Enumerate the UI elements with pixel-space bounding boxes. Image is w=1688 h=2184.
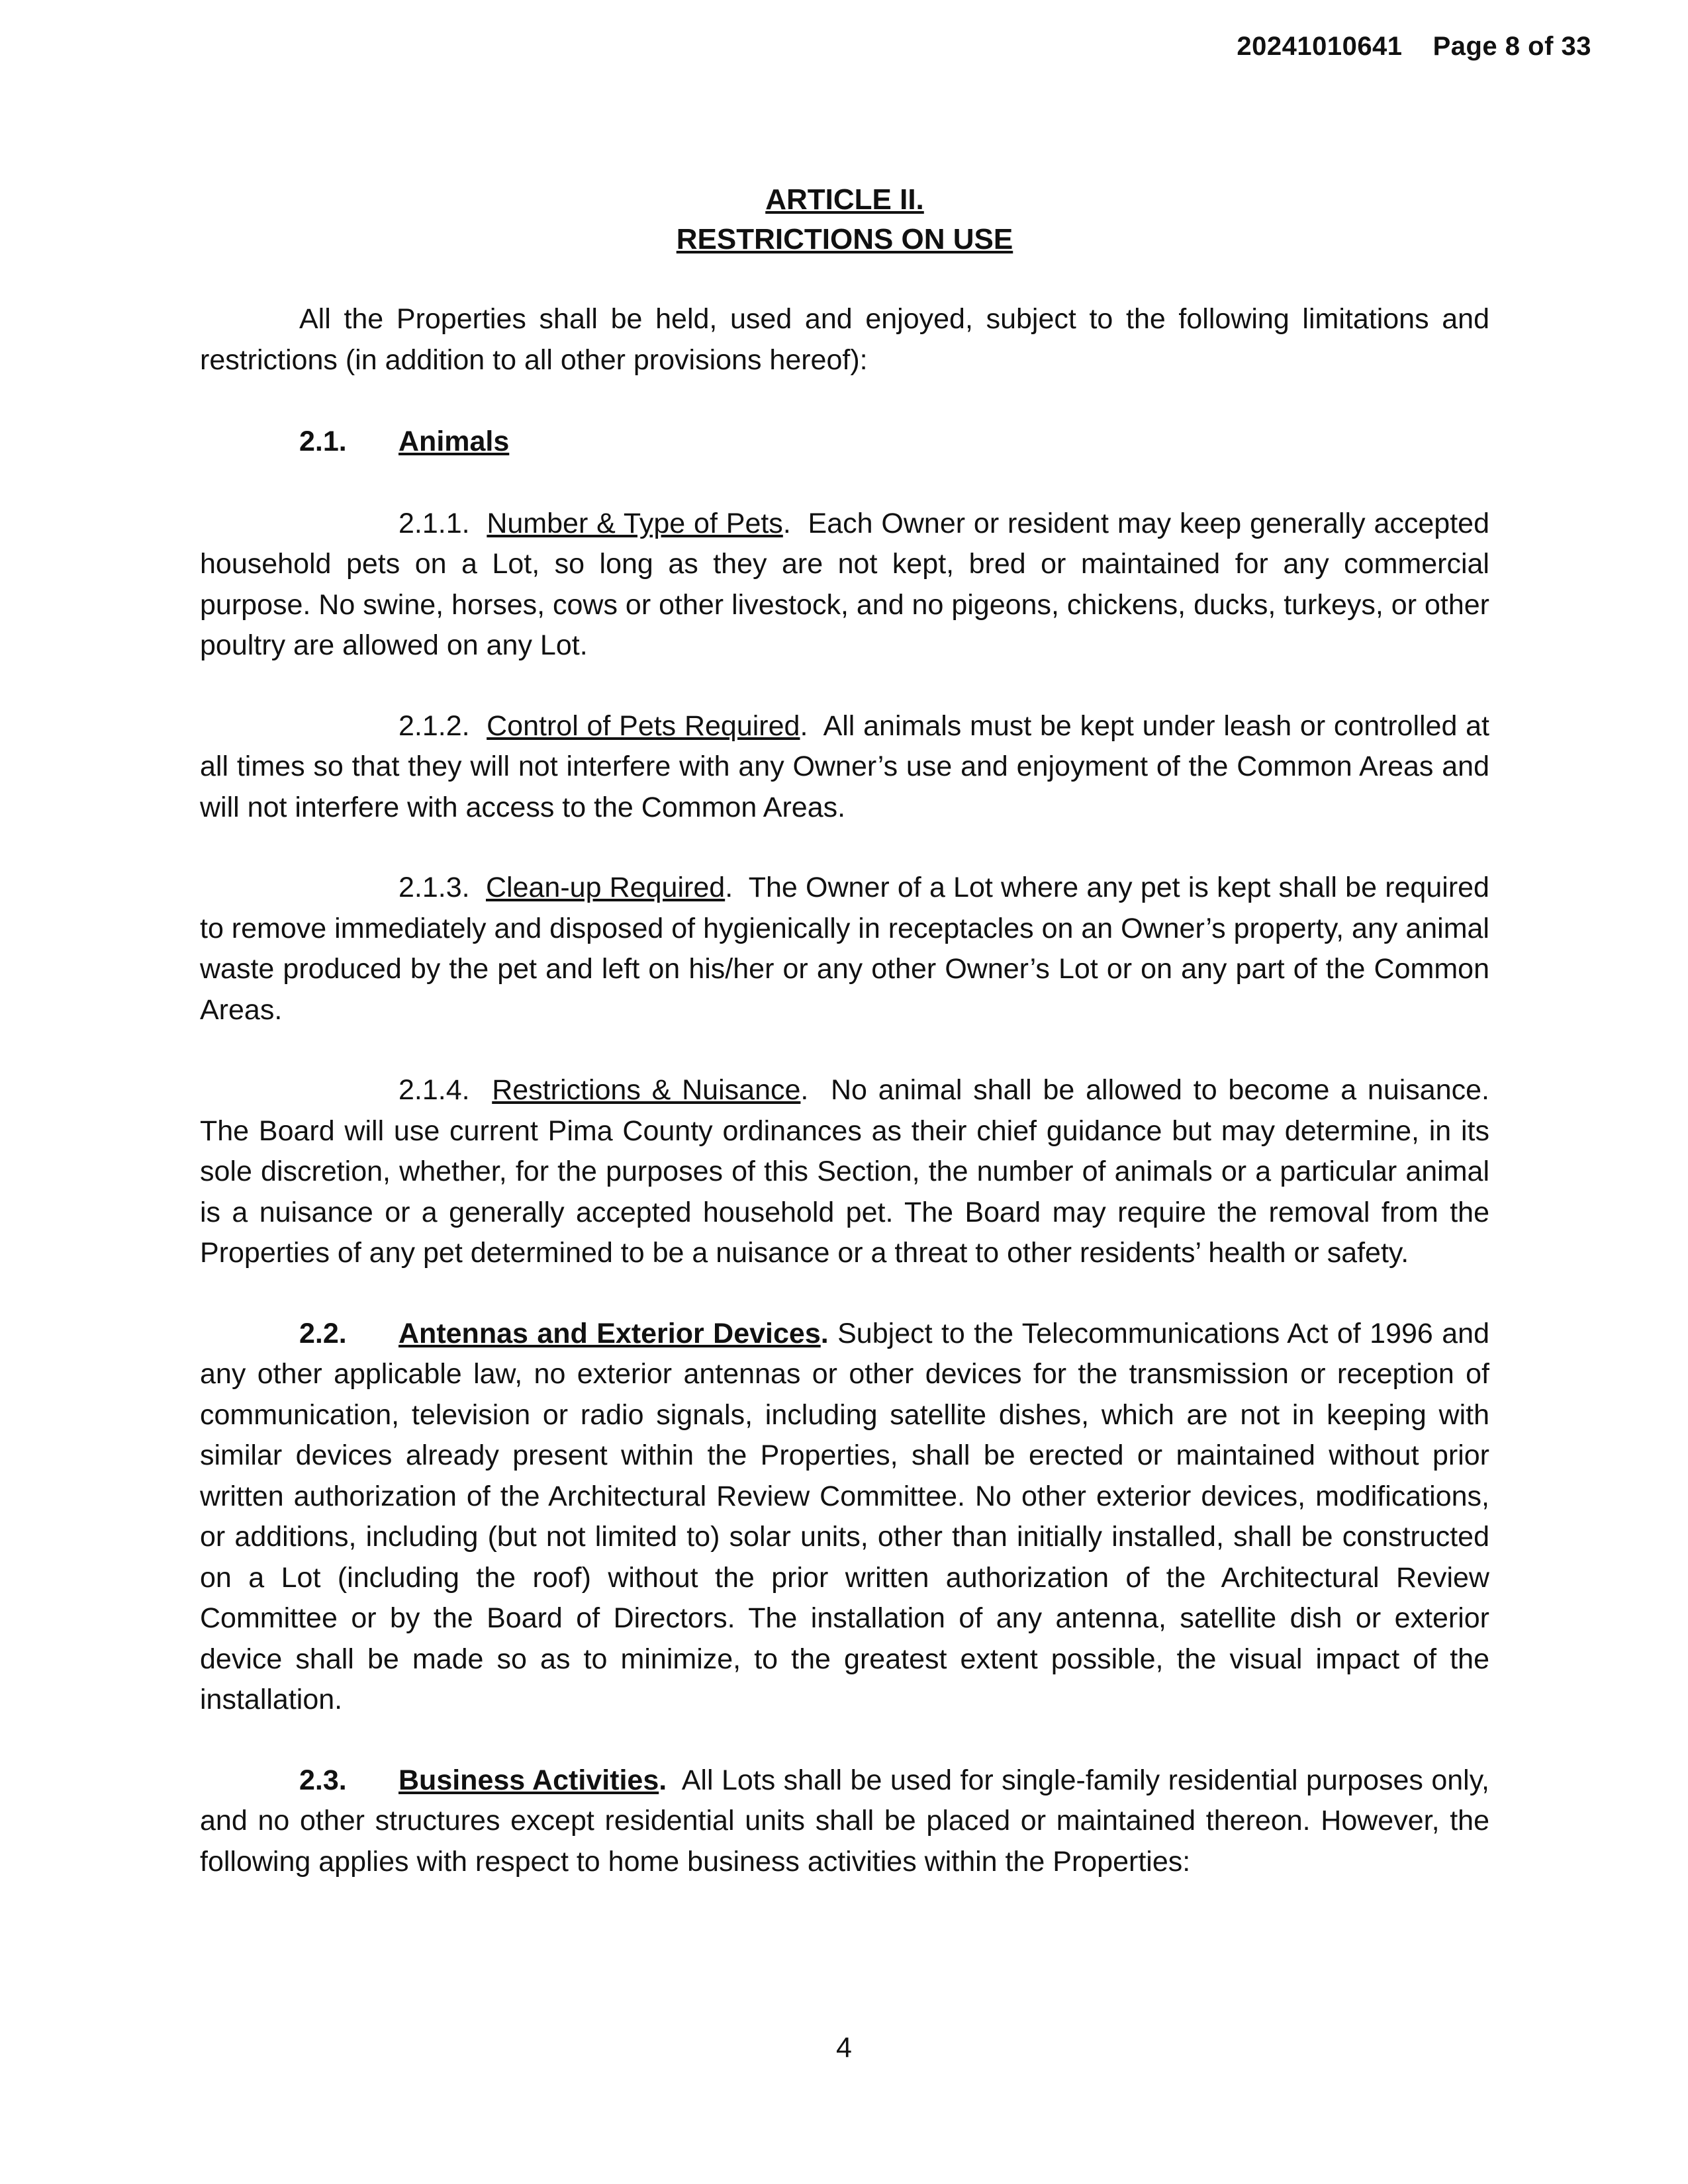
subsection-text: No animal shall be allowed to become a nuisance. The Board will use current Pima County ordinances as their chief guidance but may determine, in its sole discretion, whether, for the purposes of this Section, the number of animals or a particular animal is a nuisance or a generally accepted household pet. The Board may require the removal from the Properties of any pet determined to be a nuisance or a threat to other residents’ health or safety. — [200, 1074, 1489, 1269]
article-intro: All the Properties shall be held, used and enjoyed, subject to the following limitations and restrictions (in addition to all other provisions hereof): — [200, 303, 1489, 376]
subsection-2-1-3: 2.1.3. Clean-up Required. The Owner of a Lot where any pet is kept shall be required to remove immediately and disposed of hygienically in receptacles on an Owner’s property, any animal waste produced by the pet and left on his/her or any other Owner’s Lot or on any part of the Common Areas. — [200, 872, 1489, 1026]
subsection-number: 2.1.2. — [399, 709, 470, 742]
section-text: All Lots shall be used for single-family residential purposes only, and no other structures except residential units shall be placed or maintained thereon. However, the following applies with respect to home business activities within the Properties: — [200, 1764, 1489, 1878]
subsection-2-1-2: 2.1.2. Control of Pets Required. All animals must be kept under leash or controlled at all times so that they will not interfere with any Owner’s use and enjoyment of the Common Areas and will not interfere with access to the Common Areas. — [200, 709, 1490, 823]
page-number: 4 — [836, 2032, 852, 2064]
section-number: 2.2. — [299, 1317, 347, 1349]
subsection-number: 2.1.4. — [399, 1074, 470, 1106]
section-2-3: 2.3. Business Activities. All Lots shall be used for single-family residential purposes only, and no other structures except residential units shall be placed or maintained thereon. However, the following applies with respect to home business activities within the Properties: — [200, 1760, 1489, 1883]
article-title: RESTRICTIONS ON USE — [676, 223, 1013, 255]
section-number: 2.3. — [299, 1764, 347, 1796]
section-text: Subject to the Telecommunications Act of 1996 and any other applicable law, no exterior antennas or other devices for the transmission or reception of communication, television or radio signals, including satellite dishes, which are not in keeping with similar devices already present within the Properties, shall be erected or maintained without prior written authorization of the Architectural Review Committee. No other exterior devices, modifications, or additions, including (but not limited to) solar units, other than initially installed, shall be constructed on a Lot (including the roof) without the prior written authorization of the Architectural Review Committee or by the Board of Directors. The installation of any antenna, satellite dish or exterior device shall be made so as to minimize, to the greatest extent possible, the visual impact of the installation. — [200, 1317, 1489, 1715]
recording-stamp — [1237, 32, 1591, 62]
subsection-number: 2.1.3. — [399, 872, 470, 903]
section-2-2: 2.2. Antennas and Exterior Devices. Subject to the Telecommunications Act of 1996 and any other applicable law, no exterior antennas or other devices for the transmission or reception of communication, television or radio signals, including satellite dishes, which are not in keeping with similar devices already present within the Properties, shall be erected or maintained without prior written authorization of the Architectural Review Committee. No other exterior devices, modifications, or additions, including (but not limited to) solar units, other than initially installed, shall be constructed on a Lot (including the roof) without the prior written authorization of the Architectural Review Committee or by the Board of Directors. The installation of any antenna, satellite dish or exterior device shall be made so as to minimize, to the greatest extent possible, the visual impact of the installation. — [200, 1314, 1489, 1721]
section-title: Business Activities — [399, 1764, 659, 1796]
subsection-text: The Owner of a Lot where any pet is kept shall be required to remove immediately and disposed of hygienically in receptacles on an Owner’s property, any animal waste produced by the pet and left on his/her or any other Owner’s Lot or on any part of the Common Areas. — [200, 872, 1489, 1026]
subsection-title: Clean-up Required — [485, 872, 726, 903]
subsection-2-1-4: 2.1.4. Restrictions & Nuisance. No animal shall be allowed to become a nuisance. The Board will use current Pima County ordinances as their chief guidance but may determine, in its sole discretion, whether, for the purposes of this Section, the number of animals or a particular animal is a nuisance or a generally accepted household pet. The Board may require the removal from the Properties of any pet determined to be a nuisance or a threat to other residents’ health or safety. — [200, 1074, 1489, 1269]
document-body — [200, 180, 1489, 1882]
subsection-text: All animals must be kept under leash or controlled at all times so that they will not interfere with any Owner’s use and enjoyment of the Common Areas and will not interfere with access to the Common Areas. — [200, 709, 1490, 823]
subsection-number: 2.1.1. — [399, 507, 470, 539]
section-title: Antennas and Exterior Devices — [399, 1317, 821, 1349]
subsection-title: Restrictions & Nuisance — [492, 1074, 801, 1106]
page-label: Page 8 of 33 — [1432, 32, 1591, 61]
section-2-1-heading — [200, 422, 1489, 463]
subsection-title: Control of Pets Required — [487, 709, 800, 742]
subsection-2-1-1: 2.1.1. Number & Type of Pets. Each Owner or resident may keep generally accepted household pets on a Lot, so long as they are not kept, bred or maintained for any commercial purpose. No swine, horses, cows or other livestock, and no pigeons, chickens, ducks, turkeys, or other poultry are allowed on any Lot. — [200, 507, 1489, 661]
article-number: ARTICLE II. — [765, 183, 924, 216]
subsection-text: Each Owner or resident may keep generally accepted household pets on a Lot, so long as they are not kept, bred or maintained for any commercial purpose. No swine, horses, cows or other livestock, and no pigeons, chickens, ducks, turkeys, or other poultry are allowed on any Lot. — [200, 507, 1489, 661]
section-number: 2.1. — [299, 426, 347, 457]
section-title: Animals — [399, 426, 510, 457]
subsection-title: Number & Type of Pets — [487, 507, 783, 539]
document-number: 20241010641 — [1237, 32, 1403, 61]
